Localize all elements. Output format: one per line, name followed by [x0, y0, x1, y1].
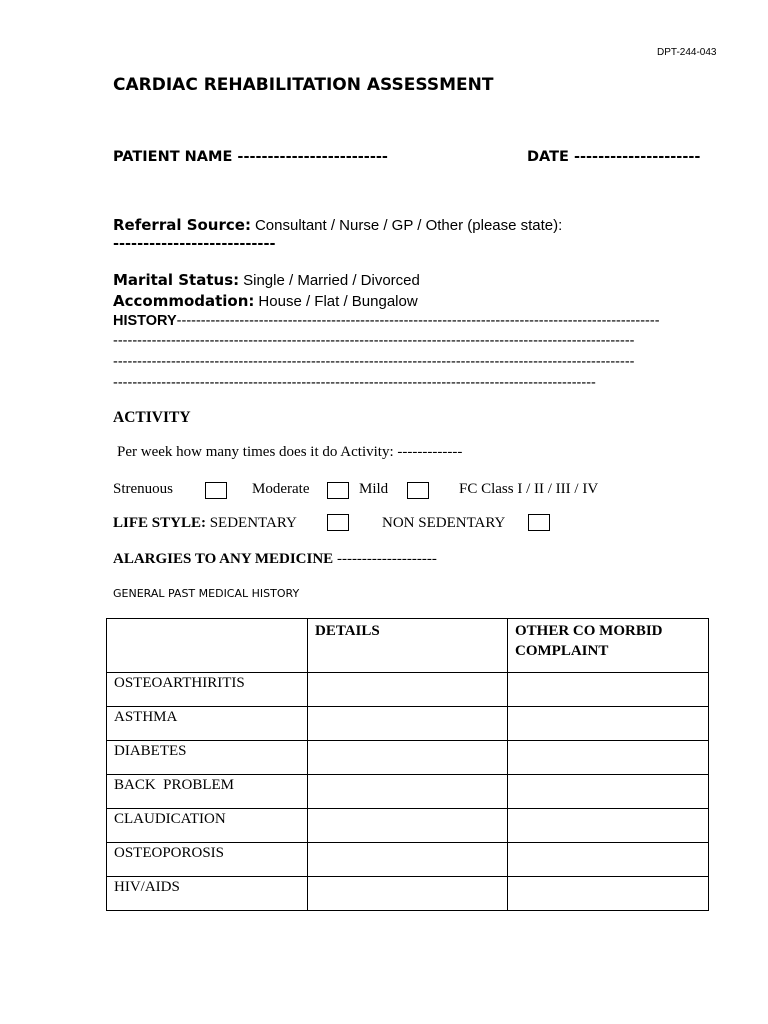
strenuous-checkbox[interactable] [205, 482, 227, 499]
referral-label: Referral Source: [113, 216, 251, 234]
table-row [107, 809, 709, 843]
table-row [107, 673, 709, 707]
details-cell[interactable] [308, 809, 508, 843]
table-row [107, 877, 709, 911]
date-field [527, 149, 700, 165]
sedentary-checkbox[interactable] [327, 514, 349, 531]
history-line-1: ---------------------------------------------------------------------------------------------------- [176, 313, 660, 329]
table-header-details: DETAILS [308, 619, 508, 673]
details-cell[interactable] [308, 741, 508, 775]
moderate-label: Moderate [252, 481, 310, 497]
details-cell[interactable] [308, 673, 508, 707]
complaint-cell[interactable] [508, 707, 709, 741]
condition-cell: OSTEOARTHIRITIS [107, 673, 308, 707]
table-header-row [107, 619, 709, 673]
date-label: DATE [527, 149, 569, 165]
patient-name-field [113, 149, 388, 165]
strenuous-label: Strenuous [113, 481, 173, 497]
accommodation-field [113, 292, 418, 311]
marital-label: Marital Status: [113, 271, 240, 289]
marital-status-field [113, 271, 420, 290]
accommodation-options: House / Flat / Bungalow [258, 293, 418, 310]
complaint-cell[interactable] [508, 877, 709, 911]
details-cell[interactable] [308, 877, 508, 911]
general-history-heading: GENERAL PAST MEDICAL HISTORY [113, 587, 300, 600]
table-row [107, 707, 709, 741]
condition-cell: DIABETES [107, 741, 308, 775]
lifestyle-label: LIFE STYLE: [113, 515, 206, 531]
allergies-field [113, 551, 437, 568]
lifestyle-field [113, 515, 297, 532]
page-title: CARDIAC REHABILITATION ASSESSMENT [113, 75, 494, 95]
table-header-other-complaint: OTHER CO MORBID COMPLAINT [508, 619, 709, 673]
sedentary-label: SEDENTARY [209, 515, 297, 531]
complaint-cell[interactable] [508, 843, 709, 877]
date-line: --------------------- [574, 149, 701, 165]
history-label: HISTORY [113, 313, 177, 329]
referral-line: --------------------------- [113, 236, 276, 252]
table-header-cell [107, 619, 308, 673]
fc-class-options: FC Class I / II / III / IV [459, 481, 599, 497]
allergies-label: ALARGIES TO ANY MEDICINE [113, 551, 334, 567]
mild-label: Mild [359, 481, 389, 497]
referral-options: Consultant / Nurse / GP / Other (please state): [254, 217, 563, 234]
condition-cell: ASTHMA [107, 707, 308, 741]
complaint-cell[interactable] [508, 741, 709, 775]
history-line-3: ------------------------------------------------------------------------------------------------------------ [113, 354, 635, 370]
document-code: DPT-244-043 [657, 47, 717, 58]
non-sedentary-checkbox[interactable] [528, 514, 550, 531]
table-row [107, 775, 709, 809]
table-row [107, 741, 709, 775]
moderate-checkbox[interactable] [327, 482, 349, 499]
condition-cell: BACK PROBLEM [107, 775, 308, 809]
mild-checkbox[interactable] [407, 482, 429, 499]
accommodation-label: Accommodation: [113, 292, 255, 310]
details-cell[interactable] [308, 707, 508, 741]
condition-cell: HIV/AIDS [107, 877, 308, 911]
condition-cell: CLAUDICATION [107, 809, 308, 843]
non-sedentary-label: NON SEDENTARY [382, 515, 506, 531]
details-cell[interactable] [308, 775, 508, 809]
history-line-4: ---------------------------------------------------------------------------------------------------- [113, 375, 596, 391]
history-line-2: ------------------------------------------------------------------------------------------------------------ [113, 333, 635, 349]
complaint-cell[interactable] [508, 775, 709, 809]
activity-heading: ACTIVITY [113, 409, 191, 426]
details-cell[interactable] [308, 843, 508, 877]
allergies-line: -------------------- [336, 551, 437, 567]
condition-cell: OSTEOPOROSIS [107, 843, 308, 877]
complaint-cell[interactable] [508, 673, 709, 707]
patient-name-line: ------------------------- [237, 149, 388, 165]
medical-history-table [106, 618, 709, 911]
activity-per-week: Per week how many times does it do Activity: ------------- [117, 444, 463, 460]
table-row [107, 843, 709, 877]
referral-source-field [113, 216, 562, 235]
marital-options: Single / Married / Divorced [243, 272, 420, 289]
patient-name-label: PATIENT NAME [113, 149, 233, 165]
history-field [113, 313, 717, 329]
complaint-cell[interactable] [508, 809, 709, 843]
